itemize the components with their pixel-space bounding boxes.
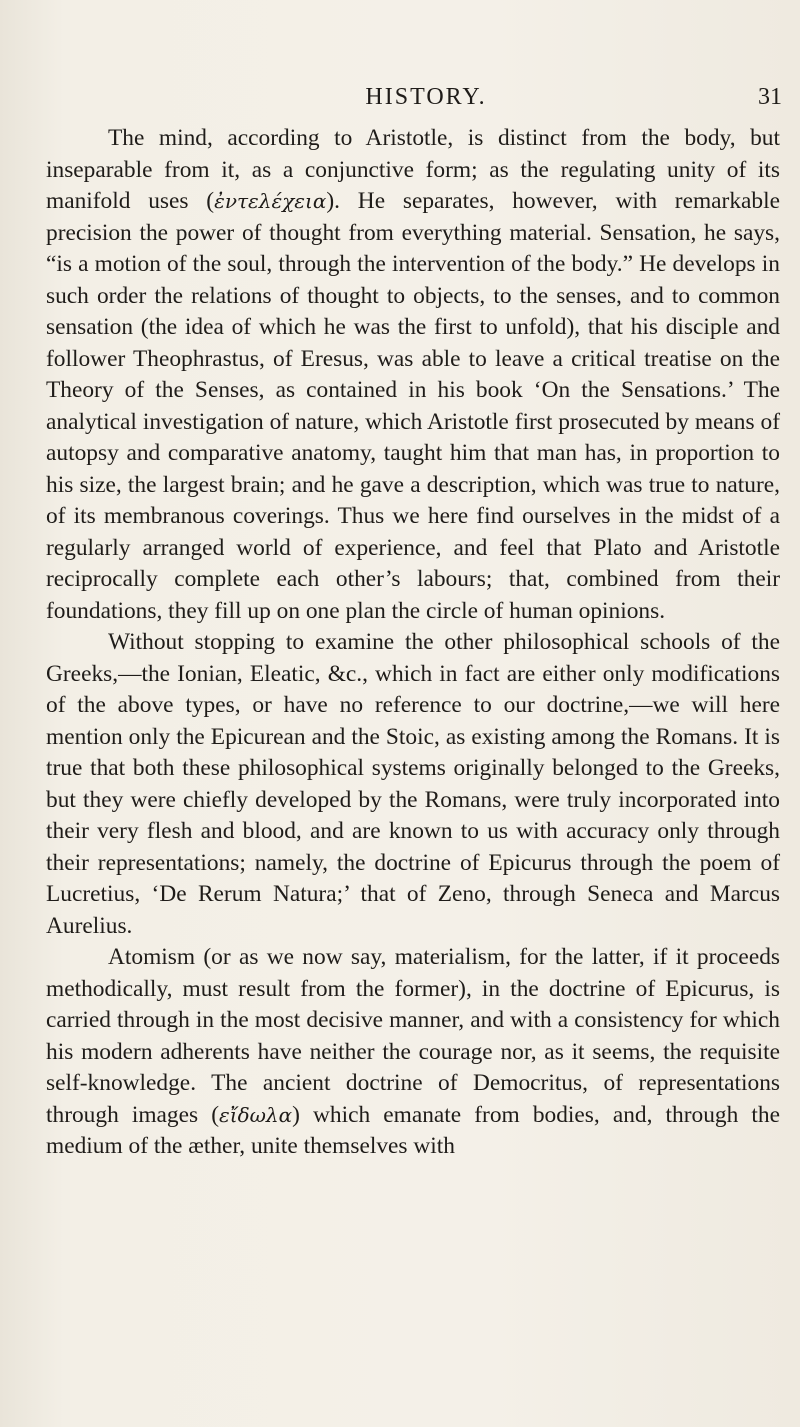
- paragraph-text: Atomism (or as we now say, materialism, for the latter, if it proceeds methodically, must result from the former), in the doctrine of Epicurus, is carried through in the most decisive manner, and with a consistency for which his modern adherents have neither the courage nor, as it seems, the requisite self-knowledge. The ancient doctrine of Democritus, of representations through images (: [46, 944, 780, 1128]
- paragraph-text: The mind, according to Aristotle, is distinct from the body, but inseparable from it, as a conjunctive form; as the regulating unity of its manifold uses (: [46, 125, 780, 214]
- page-number: 31: [758, 84, 782, 110]
- paragraph-schools: [46, 627, 780, 942]
- greek-term: ἐντελέχεια: [214, 189, 327, 213]
- paragraph-text: ) which emanate from bodies, and, through the medium of the æther, unite themselves with: [46, 1101, 780, 1159]
- paragraph-atomism: [46, 942, 780, 1163]
- paragraph-text: Without stopping to examine the other philosophical schools of the Greeks,—the Ionian, Eleatic, &c., which in fact are either only modifications of the above types, or have no reference to our doctrine,—we will here mention only the Epicurean and the Stoic, as existing among the Romans. It is true that both these philosophical systems originally belonged to the Greeks, but they were chiefly developed by the Romans, were truly incorporated into their very flesh and blood, and are known to us with accuracy only through their representations; namely, the doctrine of Epicurus through the poem of Lucretius, ‘De Rerum Natura;’ that of Zeno, through Seneca and Marcus Aurelius.: [46, 629, 780, 939]
- body-text: [46, 123, 780, 1163]
- greek-term: εἴδωλα: [219, 1102, 293, 1127]
- running-head: HISTORY.: [365, 84, 487, 110]
- paragraph-aristotle: [46, 123, 780, 627]
- paragraph-text: ). He separates, however, with remarkable precision the power of thought from everything material. Sensation, he says, “is a motion of the soul, through the intervention of the body.” He develops in such order the relations of thought to objects, to the senses, and to common sensation (the idea of which he was the first to unfold), that his disciple and follower Theophrastus, of Eresus, was able to leave a critical treatise on the Theory of the Senses, as contained in his book ‘On the Sensations.’ The analytical investigation of nature, which Aristotle first prosecuted by means of autopsy and comparative anatomy, taught him that man has, in proportion to his size, the largest brain; and he gave a description, which was true to nature, of its membranous coverings. Thus we here find ourselves in the midst of a regularly arranged world of experience, and feel that Plato and Aristotle reciprocally complete each other’s labours; that, combined from their foundations, they fill up on one plan the circle of human opinions.: [46, 188, 780, 624]
- page-header: [70, 84, 782, 116]
